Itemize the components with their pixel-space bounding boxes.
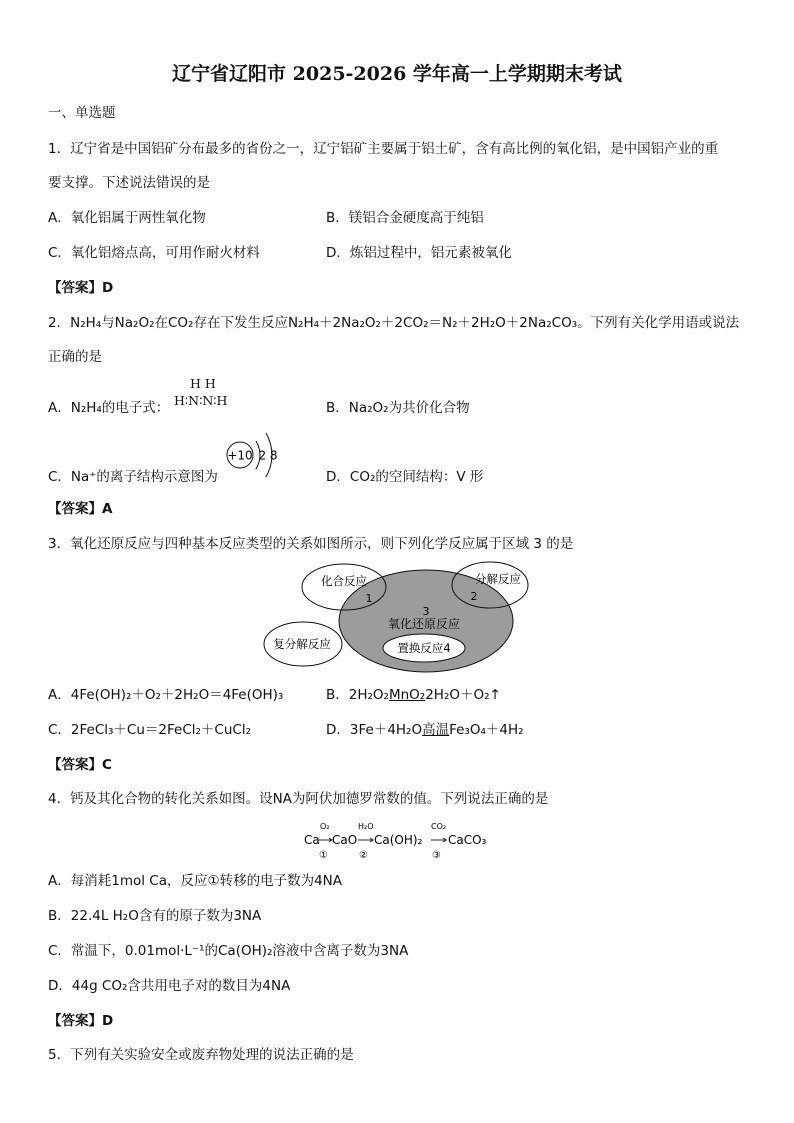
label-double-displacement: 复分解反应	[273, 637, 331, 651]
q3-option-b	[326, 686, 501, 704]
q4-answer: 【答案】D	[48, 1013, 114, 1029]
q4-option-c: C．常温下，0.01mol·L⁻¹的Ca(OH)₂溶液中含离子数为3NA	[48, 943, 409, 959]
nucleus-charge: +10	[227, 448, 253, 463]
section-heading: 一、单选题	[48, 105, 116, 121]
q2-electron-formula-top: H H	[190, 376, 216, 391]
scheme-step-3: ③	[432, 850, 441, 860]
scheme-caco3: CaCO₃	[448, 833, 487, 847]
q3-option-b-reactant: B．2H₂O₂	[326, 687, 389, 703]
q4-option-b: B．22.4L H₂O含有的原子数为3NA	[48, 908, 262, 924]
na-ion-structure-diagram	[224, 428, 286, 484]
scheme-reagent-2: H₂O	[358, 822, 374, 831]
q2-stem-line2: 正确的是	[48, 349, 102, 365]
calcium-conversion-scheme	[300, 818, 500, 860]
q2-answer: 【答案】A	[48, 501, 113, 517]
label-displacement: 置换反应4	[397, 641, 451, 655]
q4-option-d: D．44g CO₂含共用电子对的数目为4NA	[48, 978, 291, 994]
q2-option-d: D．CO₂的空间结构：V 形	[326, 469, 484, 485]
page-title: 辽宁省辽阳市 2025-2026 学年高一上学期期末考试	[172, 63, 622, 85]
q3-option-b-product: 2H₂O＋O₂↑	[425, 687, 501, 703]
scheme-reagent-1: O₂	[320, 822, 330, 831]
label-redox: 氧化还原反应	[387, 617, 461, 631]
q1-answer: 【答案】D	[48, 280, 114, 296]
q2-option-c: C．Na⁺的离子结构示意图为	[48, 469, 218, 485]
q2-stem-line1: 2．N₂H₄与Na₂O₂在CO₂存在下发生反应N₂H₄＋2Na₂O₂＋2CO₂＝N₂＋2H₂O＋2Na₂CO₃。下列有关化学用语或说法	[48, 315, 740, 331]
electron-shells: 2 8	[258, 448, 278, 463]
label-region-1: 1	[365, 592, 373, 605]
label-decomposition: 分解反应	[475, 572, 521, 586]
q2-electron-formula: H∶N∶N∶H	[174, 393, 228, 408]
q3-option-c: C．2FeCl₃＋Cu＝2FeCl₂＋CuCl₂	[48, 722, 252, 738]
q3-answer: 【答案】C	[48, 757, 112, 773]
q4-stem: 4．钙及其化合物的转化关系如图。设NA为阿伏加德罗常数的值。下列说法正确的是	[48, 791, 549, 807]
q3-option-a: A．4Fe(OH)₂＋O₂＋2H₂O＝4Fe(OH)₃	[48, 687, 284, 703]
q1-stem-line2: 要支撑。下述说法错误的是	[48, 175, 210, 191]
q1-option-c: C．氧化铝熔点高，可用作耐火材料	[48, 245, 260, 261]
scheme-reagent-3: CO₂	[431, 822, 447, 831]
q3-option-d-product: Fe₃O₄＋4H₂	[449, 722, 524, 738]
q4-option-a: A．每消耗1mol Ca，反应①转移的电子数为4NA	[48, 873, 343, 889]
scheme-step-2: ②	[359, 850, 368, 860]
label-region-3: 3	[422, 605, 430, 618]
q1-option-d: D．炼铝过程中，铝元素被氧化	[326, 245, 512, 261]
q2-option-a: A．N₂H₄的电子式：	[48, 400, 170, 416]
reaction-type-venn-diagram	[258, 560, 534, 674]
q1-stem-line1: 1．辽宁省是中国铝矿分布最多的省份之一，辽宁铝矿主要属于铝土矿，含有高比例的氧化铝，是中国铝产业的重	[48, 141, 719, 157]
q1-option-a: A．氧化铝属于两性氧化物	[48, 210, 206, 226]
label-combination: 化合反应	[321, 574, 367, 588]
q3-option-d-reactant: D．3Fe＋4H₂O	[326, 722, 423, 738]
q2-option-b: B．Na₂O₂为共价化合物	[326, 400, 470, 416]
q3-option-d-condition: 高温	[422, 722, 450, 738]
q3-stem: 3．氧化还原反应与四种基本反应类型的关系如图所示，则下列化学反应属于区域 3 的是	[48, 536, 574, 552]
q5-stem: 5．下列有关实验安全或废弃物处理的说法正确的是	[48, 1047, 354, 1063]
q3-option-d	[326, 721, 524, 739]
label-region-2: 2	[470, 590, 478, 603]
q1-option-b: B．镁铝合金硬度高于纯铝	[326, 210, 484, 226]
scheme-cao: CaO	[332, 833, 358, 847]
scheme-caoh2: Ca(OH)₂	[374, 833, 423, 847]
q3-option-b-condition: MnO₂	[388, 687, 426, 703]
scheme-ca: Ca	[304, 833, 320, 847]
scheme-step-1: ①	[319, 850, 328, 860]
